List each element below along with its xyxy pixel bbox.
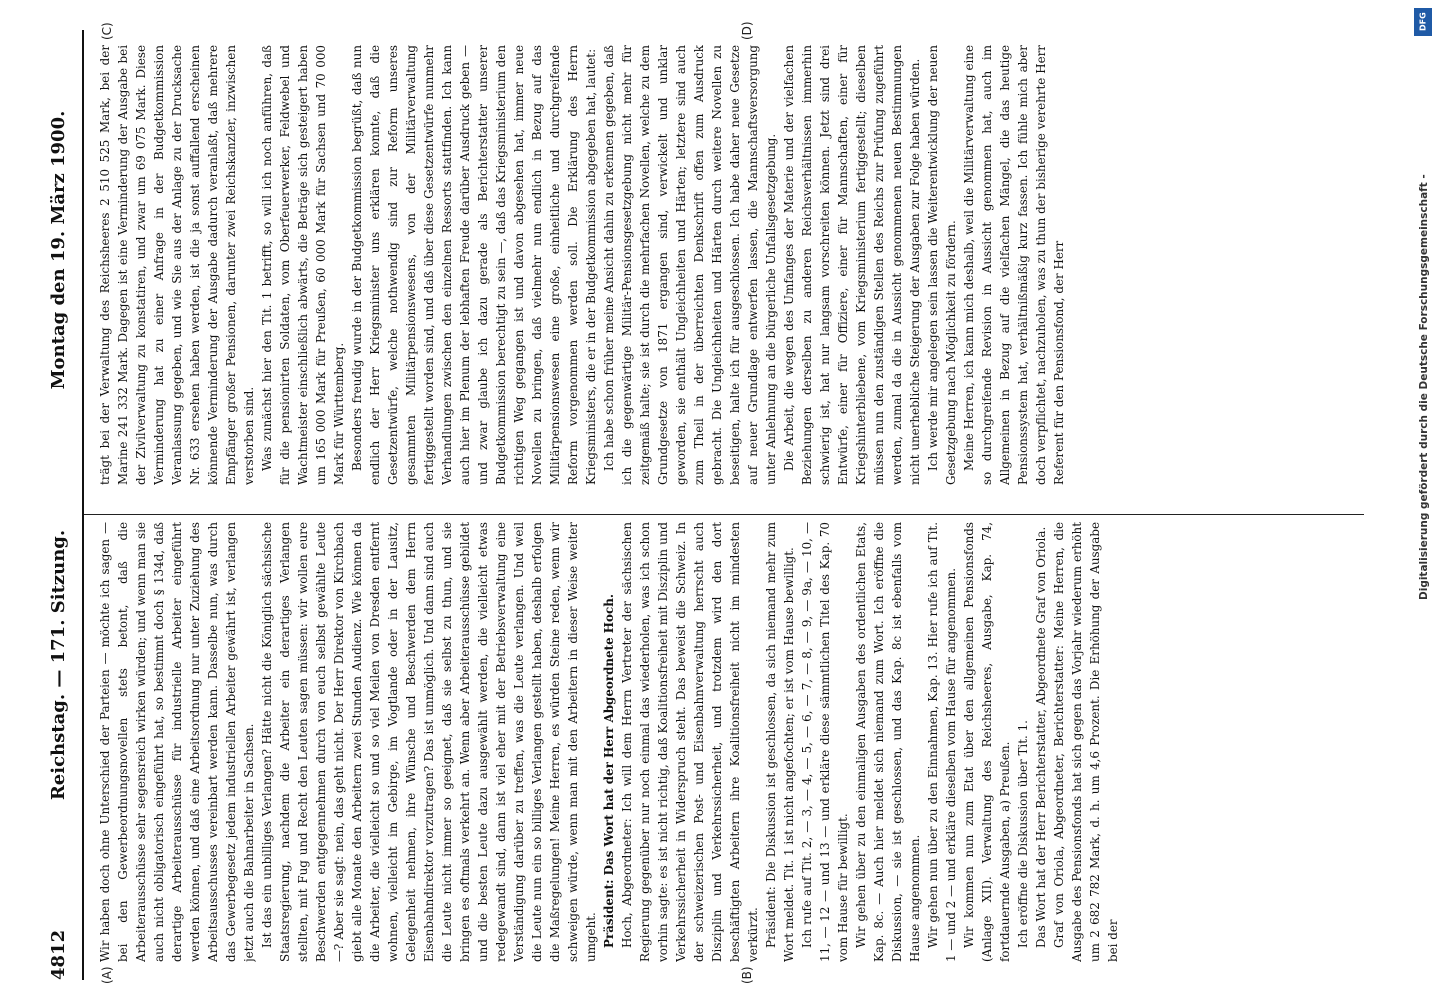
right-column: [96, 45, 1356, 485]
paragraph: Wir gehen über zu den einmaligen Ausgaben des ordentlichen Etats, Kap. 8c. — Auch hier meldet sich niemand zum Wort. Ich eröffne die Diskussion, — sie ist geschlossen, und das Kap. 8c ist ebenfalls vom Hause angenommen.: [854, 522, 922, 962]
digitization-note: Digitalisierung gefördert durch die Deutsche Forschungsgemeinschaft -: [1418, 174, 1430, 600]
paragraph: Besonders freudig wurde in der Budgetkommission begrüßt, daß nun endlich der Herr Kriegsminister uns erklären konnte, daß die Gesetzentwürfe, welche nothwendig sind zur Reform unseres gesammten Militärpensionswesens, von der Militärverwaltung fertiggestellt worden sind, und daß über diese Gesetzentwürfe nunmehr Verhandlungen zwischen den einzelnen Ressorts stattfinden. Ich kann auch hier im Plenum der lebhaften Freude darüber Ausdruck geben — und zwar glaube ich dazu gerade als Berichterstatter unserer Budgetkommission berechtigt zu sein —, daß das Kriegsministerium den richtigen Weg gegangen ist und davon abgesehen hat, immer neue Novellen zu bringen, daß vielmehr nun endlich in Bezug auf das Militärpensionswesen eine große, einheitliche und durchgreifende Reform vorgenommen werden soll. Die Erklärung des Herrn Kriegsministers, die er in der Budgetkommission abgegeben hat, lautet:: [350, 45, 598, 485]
column-divider: [84, 514, 1364, 515]
paragraph: Präsident: Das Wort hat der Herr Abgeordnete Hoch.: [602, 594, 616, 948]
header-right-title: Montag den 19. März 1900.: [48, 110, 69, 390]
left-column: [96, 522, 1356, 962]
paragraph: Präsident: Die Diskussion ist geschlossen, da sich niemand mehr zum Wort meldet. Tit. 1 ist nicht angefochten; er ist vom Hause bewilligt.: [764, 522, 796, 962]
paragraph: Das Wort hat der Herr Berichterstatter, Abgeordnete Graf von Oriola.: [1034, 526, 1048, 948]
digitization-sidebar: [1410, 0, 1434, 1000]
paragraph: Ich rufe auf Tit. 2, — 3, — 4, — 5, — 6, — 7, — 8, — 9, — 9a, — 10, — 11, — 12 — und 13 — und erkläre diese sämmtlichen Titel des Kap. 70 vom Hause für bewilligt.: [800, 522, 850, 962]
paragraph: Hoch, Abgeordneter: Ich will dem Herrn Vertreter der sächsischen Regierung gegenüber nur noch einmal das wiederholen, was ich schon vorhin sagte: es ist nicht richtig, daß Koalitionsfreiheit mit Disziplin und Verkehrssicherheit in Widerspruch steht. Das beweist die Schweiz. In der schweizerischen Post- und Eisenbahnverwaltung herrscht auch Disziplin und Verkehrssicherheit, und trotzdem wird den dort beschäftigten Arbeitern ihre Koalitionsfreiheit nicht im mindesten verkürzt.: [620, 522, 760, 962]
margin-marker-d: (D): [740, 21, 754, 40]
paragraph: Wir gehen nun über zu den Einnahmen, Kap. 13. Hier rufe ich auf Tit. 1 — und 2 — und erkläre dieselben vom Hause für angenommen.: [926, 522, 958, 962]
paragraph: Wir haben doch ohne Unterschied der Parteien — möchte ich sagen — bei den Gewerbeordnungsnovellen stets betont, daß die Arbeiterausschüsse sehr segensreich wirken würden; und wenn man sie auch nicht obligatorisch eingeführt hat, so bestimmt doch § 134d, daß derartige Arbeiterausschüsse für industrielle Arbeiter eingeführt werden können, und daß eine Arbeitsordnung nur unter Zuziehung des Arbeitsausschusses vereinbart werden kann. Dasselbe nun, was durch das Gewerbegesetz jedem industriellen Arbeiter gewährt ist, verlangen jetzt auch die Bahnarbeiter in Sachsen.: [98, 522, 256, 962]
paragraph: Was zunächst hier den Tit. 1 betrifft, so will ich noch anführen, daß für die pensionirten Soldaten, vom Oberfeuerwerker, Feldwebel und Wachtmeister einschließlich abwärts, die Beträge sich gesteigert haben um 165 000 Mark für Preußen, 60 000 Mark für Sachsen und 70 000 Mark für Württemberg.: [260, 45, 346, 485]
paragraph: Ich werde mir angelegen sein lassen die Weiterentwicklung der neuen Gesetzgebung nach Möglichkeit zu fördern.: [926, 45, 958, 485]
paragraph: Meine Herren, ich kann mich deshalb, weil die Militärverwaltung eine so durchgreifende Revision in Aussicht genommen hat, auch im Allgemeinen in Bezug auf die vielfachen Mängel, die das heutige Pensionssystem hat, verhältnißmäßig kurz fassen. Ich fühle mich aber doch verpflichtet, nachzuholen, was zu thun der bisherige verehrte Herr Referent für den Pensionsfond, der Herr: [962, 45, 1066, 485]
dfg-logo: DFG: [1414, 8, 1432, 36]
page-header: [40, 20, 80, 980]
paragraph: trägt bei der Verwaltung des Reichsheeres 2 510 525 Mark, bei der Marine 241 332 Mark. Dagegen ist eine Verminderung der Ausgabe bei der Zivilverwaltung zu konstatiren, und zwar um 69 075 Mark. Diese Verminderung hat zu einer Anfrage in der Budgetkommission Veranlassung gegeben, und wie Sie aus der Anlage zu der Drucksache Nr. 633 ersehen haben werden, ist die ja sonst auffallend erscheinen könnende Verminderung der Ausgabe dadurch veranlaßt, daß mehrere Empfänger großer Pensionen, darunter zwei Reichskanzler, inzwischen verstorben sind.: [98, 45, 256, 485]
paragraph: Die Arbeit, die wegen des Umfanges der Materie und der vielfachen Beziehungen derselben zu anderen Reichsverhältnissen immerhin schwierig ist, hat nur langsam vorschreiten können. Jetzt sind drei Entwürfe, einer für Offiziere, einer für Mannschaften, einer für Kriegshinterbliebene, vom Kriegsministerium fertiggestellt; dieselben müssen nun den zuständigen Stellen des Reichs zur Prüfung zugeführt werden, zumal da die in Aussicht genommenen neuen Bestimmungen nicht unerhebliche Steigerung der Ausgaben zur Folge haben würden.: [782, 45, 922, 485]
margin-marker-a: (A): [100, 966, 114, 984]
margin-marker-c: (C): [100, 22, 114, 40]
header-rule: [82, 30, 84, 980]
margin-marker-b: (B): [740, 966, 754, 984]
header-left-title: Reichstag. — 171. Sitzung.: [48, 529, 69, 801]
paragraph: Ist das ein unbilliges Verlangen? Hätte nicht die Königlich sächsische Staatsregierung, nachdem die Arbeiter ein derartiges Verlangen stellten, mit Fug und Recht den Leuten sagen müssen: wir wollen eure Beschwerden entgegennehmen durch von euch selbst gewählte Leute —? Aber sie sagt: nein, das geht nicht. Der Herr Direktor von Kirchbach giebt alle Monate den Arbeitern zwei Stunden Audienz. Wie können da die Arbeiter, die vielleicht so und so viel Meilen von Dresden entfernt wohnen, vielleicht im Gebirge, im Vogtlande oder in der Lausitz, Gelegenheit nehmen, ihre Wünsche und Beschwerden dem Herrn Eisenbahndirektor vorzutragen? Das ist unmöglich. Und dann sind auch die Leute nicht immer so geeignet, daß sie selbst zu thun, und sie bringen es oftmals verkehrt an. Wenn aber Arbeiterausschüsse gebildet und die besten Leute dazu ausgewählt werden, die vielleicht etwas redegewandt sind, dann ist viel eher mit der Betriebsverwaltung eine Verständigung darüber zu treffen, was die Leute verlangen. Und weil die Leute nun ein so billiges Verlangen gestellt haben, deshalb erfolgen die Maßregelungen! Meine Herren, es würden Steine reden, wenn wir schweigen würde, wenn man mit den Arbeitern in dieser Weise weiter umgeht.: [260, 522, 598, 962]
paragraph: Ich eröffne die Diskussion über Tit. 1.: [1016, 720, 1030, 948]
page-number: 4812: [48, 929, 69, 980]
paragraph: Ich habe schon früher meine Ansicht dahin zu erkennen gegeben, daß ich die gegenwärtige Militär-Pensionsgesetzgebung nicht mehr für zeitgemäß halte; sie ist durch die mehrfachen Novellen, welche zu dem Grundgesetze von 1871 ergangen sind, verwickelt und unklar geworden, sie enthält Ungleichheiten und Härten; letztere sind auch zum Theil in der überreichten Denkschrift offen zum Ausdruck gebracht. Die Ungleichheiten und Härten durch weitere Novellen zu beseitigen, halte ich für ausgeschlossen. Ich habe daher neue Gesetze auf neuer Grundlage entwerfen lassen, die Mannschaftsversorgung unter Anlehnung an die bürgerliche Unfallsgesetzgebung.: [602, 45, 778, 485]
paragraph: Graf von Oriola, Abgeordneter, Berichterstatter: Meine Herren, die Ausgabe des Pensionsfonds hat sich gegen das Vorjahr wiederum erhöht um 2 682 782 Mark, d. h. um 4,6 Prozent. Die Erhöhung der Ausgabe bei der: [1052, 522, 1120, 962]
paragraph: Wir kommen nun zum Etat über den allgemeinen Pensionsfonds (Anlage XII). Verwaltung des Reichsheeres, Ausgabe, Kap. 74, fortdauernde Ausgaben, a) Preußen.: [962, 522, 1012, 962]
